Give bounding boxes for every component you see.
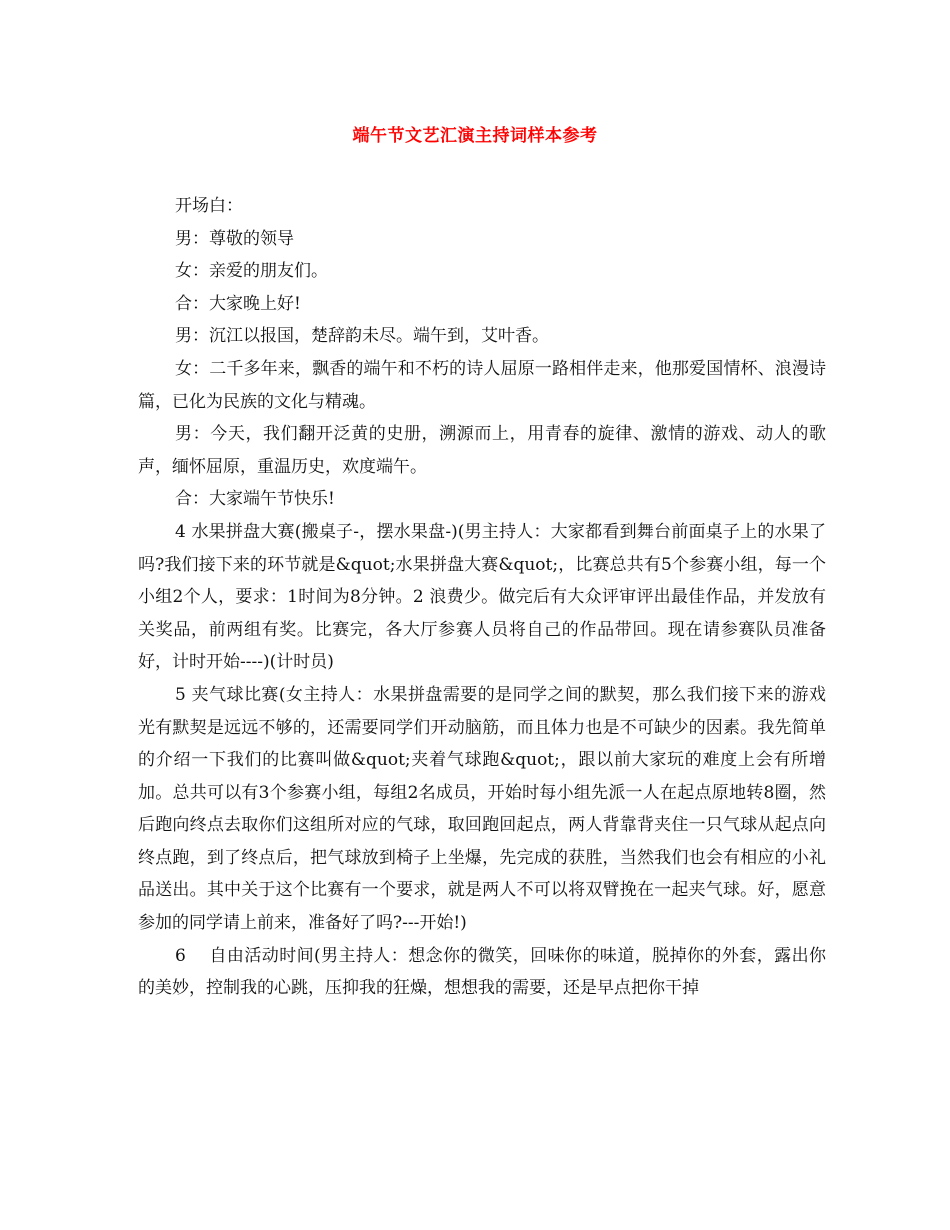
paragraph-male-line-2: 男：今天，我们翻开泛黄的史册，溯源而上，用青春的旋律、激情的游戏、动人的歌声，缅怀屈原，重温历史，欢度端午。 [138, 424, 826, 477]
paragraph-female-greeting: 女：亲爱的朋友们。 [175, 261, 328, 282]
paragraph-joint-greeting: 合：大家晚上好! [175, 293, 301, 314]
paragraph-male-greeting: 男：尊敬的领导 [175, 228, 294, 249]
paragraph-item-5-balloon-race: 5 夹气球比赛(女主持人：水果拼盘需要的是同学之间的默契，那么我们接下来的游戏光有默契是远远不够的，还需要同学们开动脑筋，而且体力也是不可缺少的因素。我先简单的介绍一下我们的比赛叫做&quot;夹着气球跑&quot;，跟以前大家玩的难度上会有所增加。总共可以有3个参赛小组，每组2名成员，开始时每小组先派一人在起点原地转8圈，然后跑向终点去取你们这组所对应的气球，取回跑回起点，两人背靠背夹住一只气球从起点向终点跑，到了终点后，把气球放到椅子上坐爆，先完成的获胜，当然我们也会有相应的小礼品送出。其中关于这个比赛有一个要求，就是两人不可以将双臂挽在一起夹气球。好，愿意参加的同学请上前来，准备好了吗?---开始!) [138, 684, 826, 934]
paragraph-female-line-1: 女：二千多年来，飘香的端午和不朽的诗人屈原一路相伴走来，他那爱国情杯、浪漫诗篇，已化为民族的文化与精魂。 [138, 358, 826, 412]
paragraph-male-line-1: 男：沉江以报国，楚辞韵未尽。端午到，艾叶香。 [175, 326, 549, 347]
paragraph-joint-line-2: 合：大家端午节快乐! [175, 489, 335, 510]
document-body [138, 190, 826, 1005]
document-title: 端午节文艺汇演主持词样本参考 [352, 126, 598, 146]
paragraph-opening-label: 开场白： [175, 196, 243, 216]
paragraph-item-6-free-time: 6 自由活动时间(男主持人：想念你的微笑，回味你的味道，脱掉你的外套，露出你的美妙，控制我的心跳，压抑我的狂燥，想想我的需要，还是早点把你干掉 [138, 945, 826, 999]
paragraph-item-4-fruit-platter: 4 水果拼盘大赛(搬桌子-，摆水果盘-)(男主持人：大家都看到舞台前面桌子上的水果了吗?我们接下来的环节就是&quot;水果拼盘大赛&quot;，比赛总共有5个参赛小组，每一个小组2个人，要求：1时间为8分钟。2 浪费少。做完后有大众评审评出最佳作品，并发放有关奖品，前两组有奖。比赛完，各大厅参赛人员将自己的作品带回。现在请参赛队员准备好，计时开始----)(计时员) [138, 521, 826, 673]
